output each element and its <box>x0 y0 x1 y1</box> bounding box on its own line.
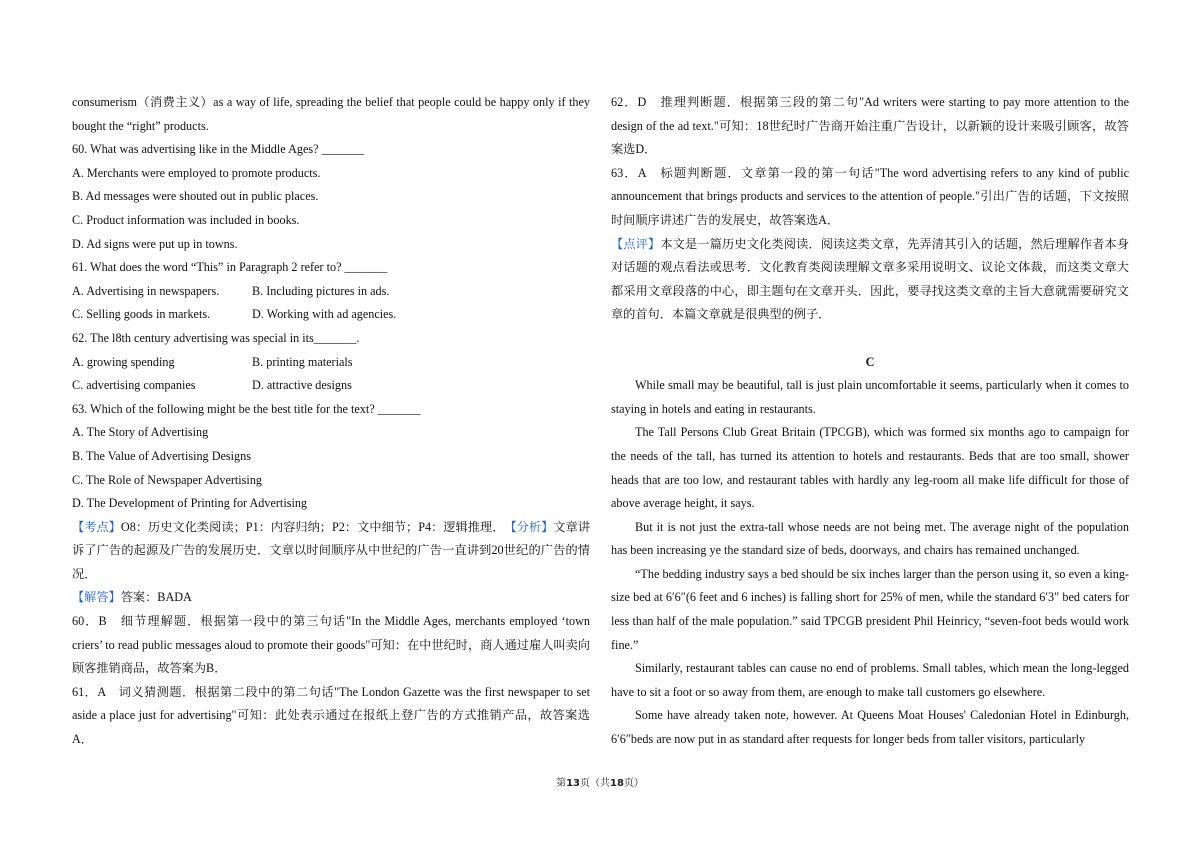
question-60-option-c: C. Product information was included in books. <box>72 212 300 227</box>
question-63-option-a: A. The Story of Advertising <box>72 425 209 440</box>
explanation-61: 61．A 词义猜测题．根据第二段中的第二句话"The London Gazette was the first newspaper to set aside a place just for advertising"可知：此处表示通过在报纸上登广告的方式推销产品，故答案选A． <box>72 684 590 747</box>
footer-prefix: 第 <box>556 778 567 789</box>
question-63-option-b: B. The Value of Advertising Designs <box>72 448 251 463</box>
question-62-option-a: A. growing spending <box>72 354 175 369</box>
dianping-tag: 【点评】 <box>611 236 661 251</box>
section-heading: C <box>865 354 875 369</box>
question-60-stem: 60. What was advertising like in the Middle Ages? _______ <box>72 142 365 157</box>
kaodian-tag: 【考点】 <box>72 519 121 534</box>
passage-paragraph: The Tall Persons Club Great Britain (TPCGB), which was formed six months ago to campaign for the needs of the tall, has turned its attention to hotels and restaurants. Beds that are too small, shower heads that are too low, and restaurant tables with hardly any leg-room all make life difficult for those of above average height, it says. <box>611 425 1129 511</box>
explanation-60: 60．B 细节理解题．根据第一段中的第三句话"In the Middle Ages, merchants employed ‘town criers’ to read public messages aloud to promote their goods"可知：在中世纪时，商人通过雇人叫卖向顾客推销商品，故答案为B． <box>72 614 590 676</box>
question-60-option-d: D. Ad signs were put up in towns. <box>72 236 238 251</box>
question-62-options-ab <box>72 351 590 375</box>
question-61-options-cd <box>72 303 590 327</box>
dianping-block <box>611 233 1129 327</box>
question-63-option-d: D. The Development of Printing for Advertising <box>72 496 308 511</box>
footer-middle: 页（共 <box>580 778 610 789</box>
passage-continuation: consumerism（消费主义）as a way of life, spreading the belief that people could be happy only if they bought the “right” products. <box>72 95 590 133</box>
question-62-option-c: C. advertising companies <box>72 378 196 393</box>
kaodian-fenxi-block <box>72 516 590 587</box>
footer-suffix: 页） <box>623 778 644 789</box>
left-column <box>72 91 590 752</box>
question-60-option-b: B. Ad messages were shouted out in public places. <box>72 189 319 204</box>
footer-total-pages: 18 <box>610 778 624 789</box>
passage-paragraph: While small may be beautiful, tall is just plain uncomfortable it seems, particularly when it comes to staying in hotels and eating in restaurants. <box>611 378 1129 416</box>
fenxi-text: 文章讲诉了广告的起源及广告的发展历史．文章以时间顺序从中世纪的广告一直讲到20世纪的广告的情况． <box>72 519 591 581</box>
question-63-option-c: C. The Role of Newspaper Advertising <box>72 472 263 487</box>
passage-paragraph: But it is not just the extra-tall whose needs are not being met. The average night of the population has been increasing ye the standard size of beds, doorways, and chairs has remained unchanged. <box>611 519 1129 558</box>
question-61-stem: 61. What does the word “This” in Paragraph 2 refer to? _______ <box>72 260 388 275</box>
fenxi-tag: 【分析】 <box>510 519 554 534</box>
question-62-stem: 62. The l8th century advertising was special in its_______. <box>72 330 360 345</box>
passage-paragraph: Some have already taken note, however. At Queens Moat Houses' Caledonian Hotel in Edinburgh, 6′6″beds are now put in as standard after requests for longer beds from taller visitors, particularly <box>611 708 1129 747</box>
kaodian-text: O8：历史文化类阅读；P1：内容归纳；P2：文中细节；P4：逻辑推理． <box>120 519 499 534</box>
question-61-options-ab <box>72 280 590 304</box>
question-61-option-b: B. Including pictures in ads. <box>252 283 390 298</box>
explanation-62: 62．D 推理判断题．根据第三段的第二句"Ad writers were starting to pay more attention to the design of the ad text."可知：18世纪时广告商开始注重广告设计，以新颖的设计来吸引顾客，故答案选D． <box>611 95 1129 157</box>
jieda-text: 答案：BADA <box>120 590 192 605</box>
question-62-option-b: B. printing materials <box>252 354 353 369</box>
explanation-63: 63．A 标题判断题．文章第一段的第一句话"The word advertising refers to any kind of public announcement that brings products and services to the attention of people."引出广告的话题，下文按照时间顺序讲述广告的发展史，故答案选A． <box>611 165 1129 227</box>
question-61-option-a: A. Advertising in newspapers. <box>72 283 220 298</box>
passage-paragraph: Similarly, restaurant tables can cause no end of problems. Small tables, which mean the long-legged have to sit a foot or so away from them, are enough to make tall customers go elsewhere. <box>611 661 1129 699</box>
passage-paragraph: “The bedding industry says a bed should be six inches larger than the person using it, so even a king-size bed at 6′6″(6 feet and 6 inches) is falling short for 25% of men, while the standard 6′3″ bed caters for less than half of the male population.” said TPCGB president Phil Heinricy, “seven-foot beds would work fine.” <box>611 566 1129 652</box>
footer-page-number: 13 <box>566 778 580 789</box>
right-column <box>611 91 1129 752</box>
question-63-stem: 63. Which of the following might be the best title for the text? _______ <box>72 401 421 416</box>
question-62-options-cd <box>72 374 590 398</box>
question-62-option-d: D. attractive designs <box>252 378 352 393</box>
dianping-text: 本文是一篇历史文化类阅读．阅读这类文章，先弄清其引入的话题，然后理解作者本身对话题的观点看法或思考．文化教育类阅读理解文章多采用说明文、议论文体裁，而这类文章大都采用文章段落的中心，即主题句在文章开头．因此，要寻找这类文章的主旨大意就需要研究文章的首句．本篇文章就是很典型的例子． <box>611 236 1130 322</box>
page-footer <box>0 774 1200 789</box>
jieda-block <box>72 586 590 610</box>
question-61-option-d: D. Working with ad agencies. <box>252 307 397 322</box>
question-61-option-c: C. Selling goods in markets. <box>72 307 211 322</box>
question-60-option-a: A. Merchants were employed to promote products. <box>72 165 321 180</box>
jieda-tag: 【解答】 <box>72 590 121 605</box>
